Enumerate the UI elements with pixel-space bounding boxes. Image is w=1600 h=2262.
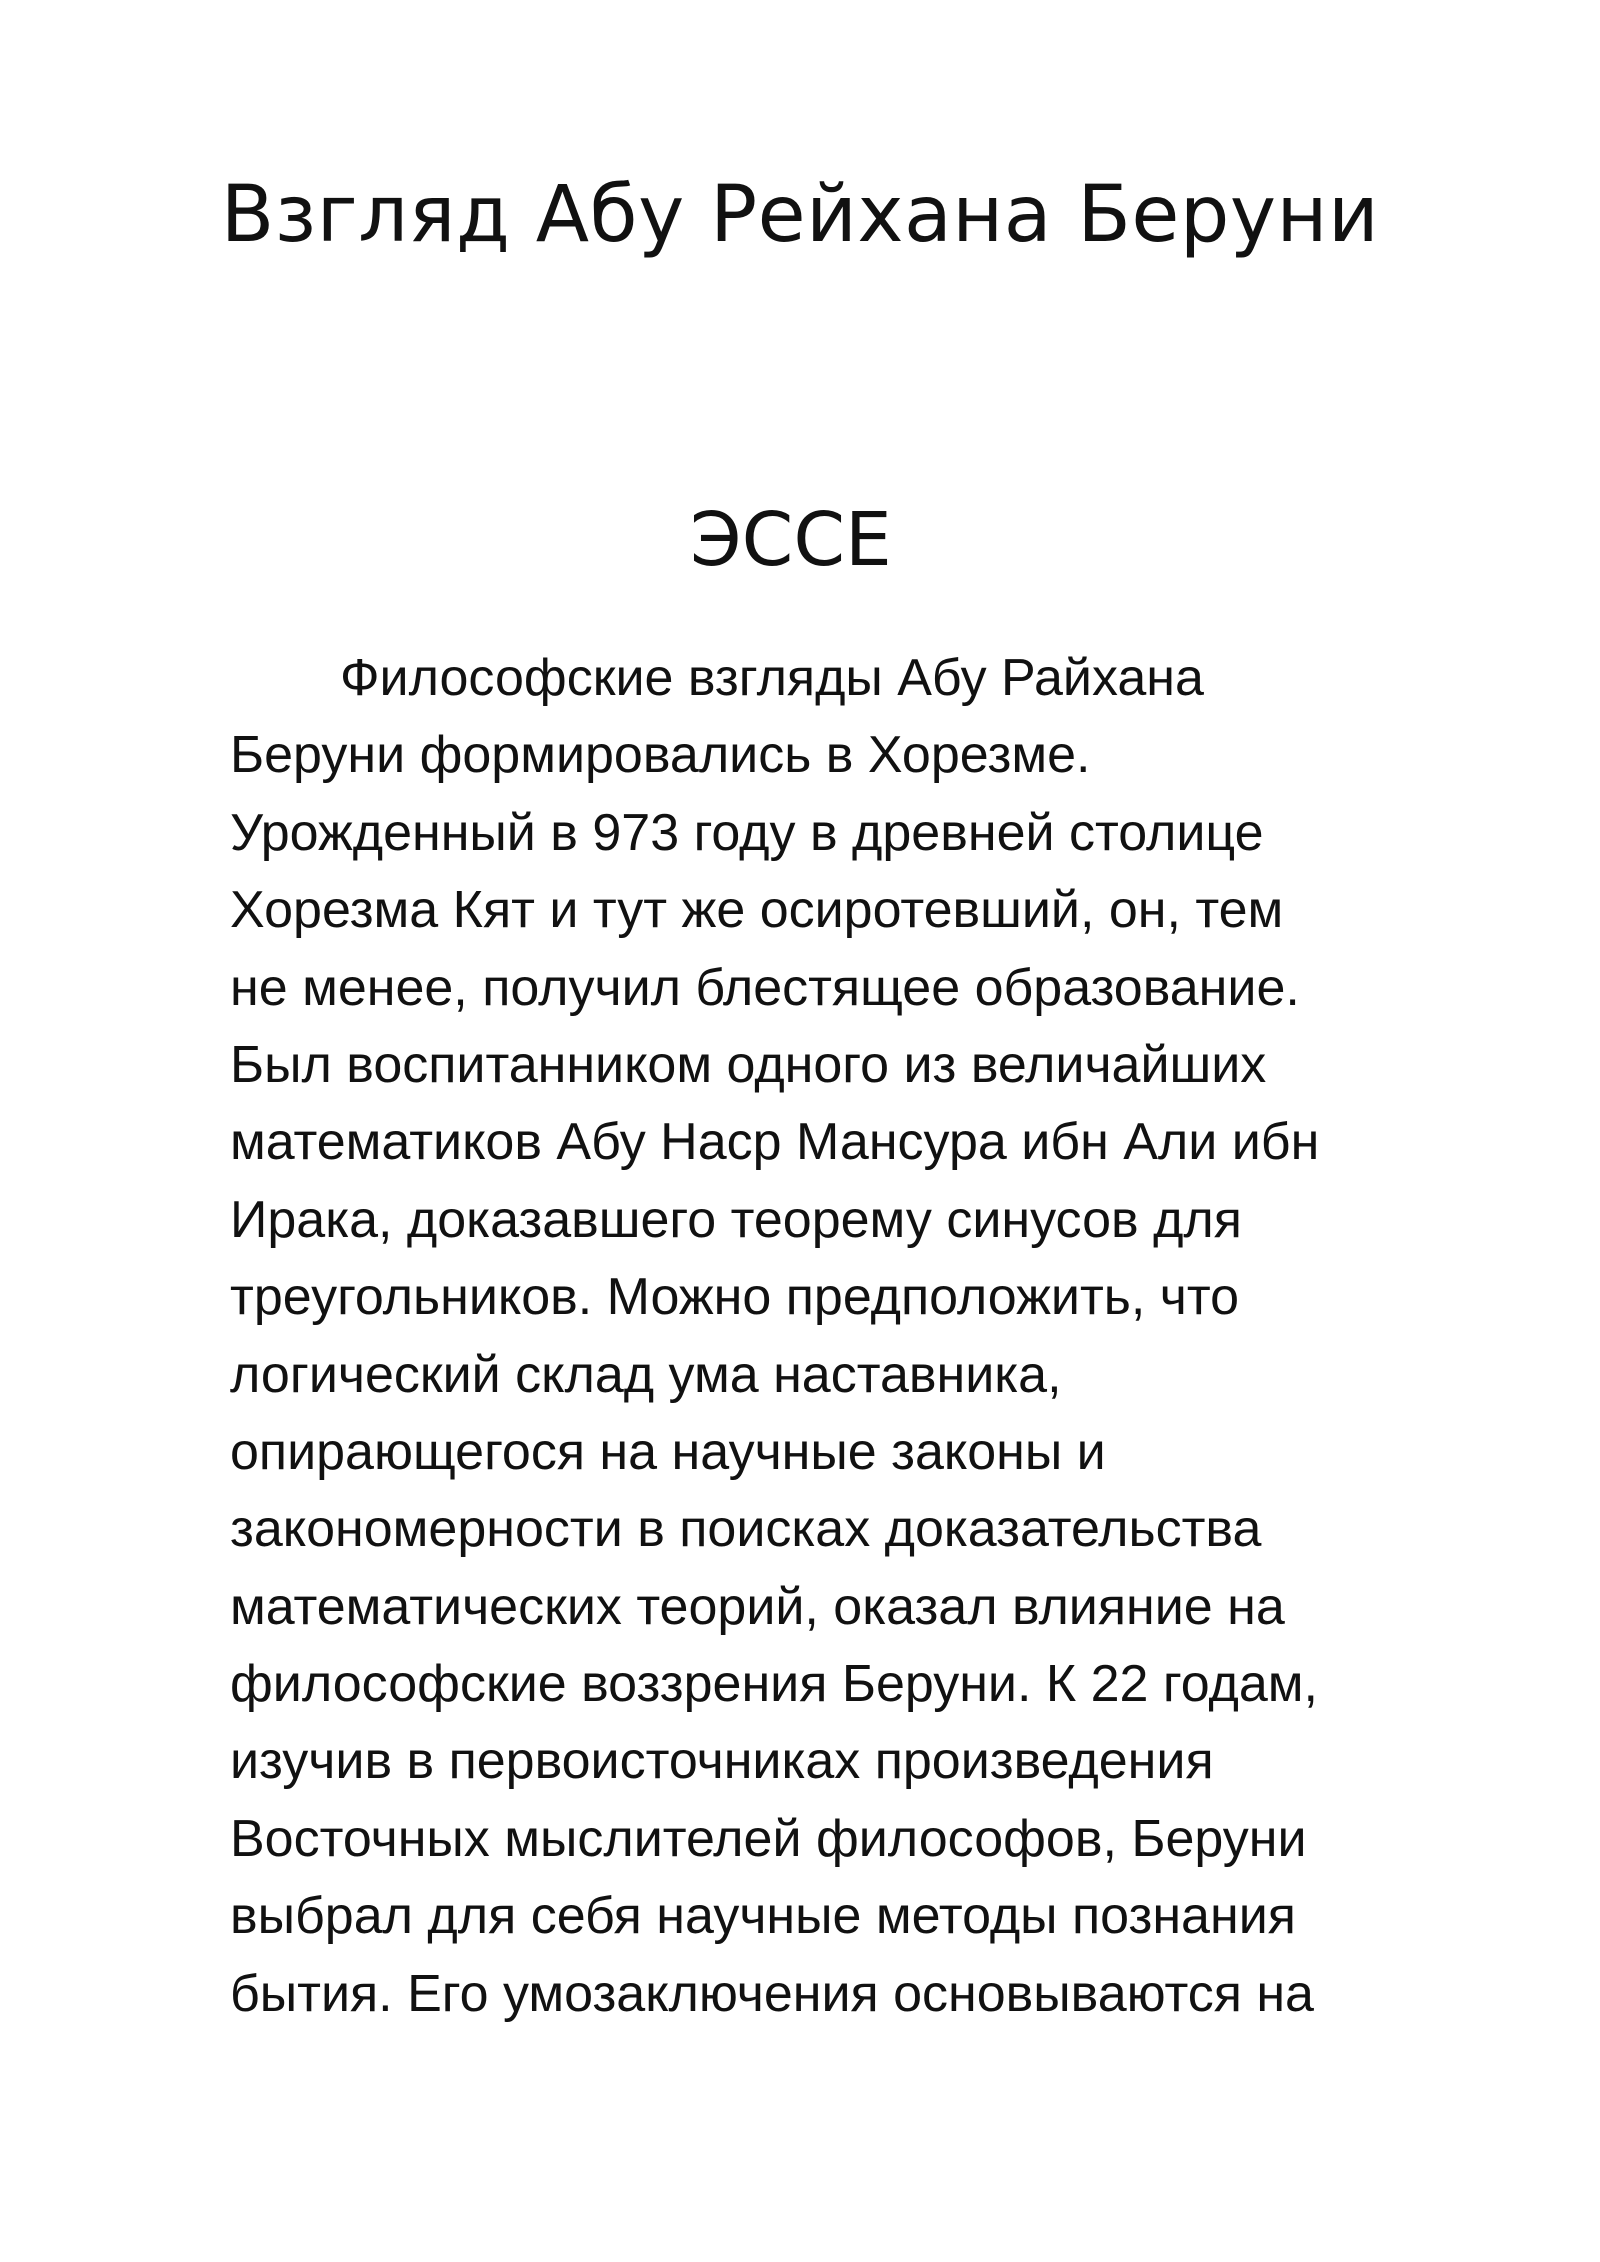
paragraph-line: треугольников. Можно предположить, что: [230, 1268, 1240, 1327]
paragraph-line: философские воззрения Беруни. К 22 годам,: [230, 1655, 1318, 1714]
paragraph-line: Урожденный в 973 году в древней столице: [230, 803, 1264, 862]
paragraph-line: закономерности в поисках доказательства: [230, 1500, 1262, 1559]
paragraph-line: изучив в первоисточниках произведения: [230, 1732, 1214, 1791]
essay-paragraph: [230, 640, 1500, 2033]
paragraph-line: Восточных мыслителей философов, Беруни: [230, 1809, 1307, 1868]
paragraph-line: бытия. Его умозаключения основываются на: [230, 1964, 1314, 2023]
paragraph-line: выбрал для себя научные методы познания: [230, 1887, 1296, 1946]
paragraph-line: Ирака, доказавшего теорему синусов для: [230, 1190, 1242, 1249]
document-title: Взгляд Абу Рейхана Беруни: [220, 170, 1380, 260]
paragraph-line: Был воспитанником одного из величайших: [230, 1035, 1267, 1094]
paragraph-line: Хорезма Кят и тут же осиротевший, он, тем: [230, 881, 1284, 940]
paragraph-line: не менее, получил блестящее образование.: [230, 958, 1300, 1017]
paragraph-line: опирающегося на научные законы и: [230, 1422, 1106, 1481]
paragraph-line: математиков Абу Наср Мансура ибн Али ибн: [230, 1113, 1320, 1172]
paragraph-line: Беруни формировались в Хорезме.: [230, 726, 1091, 785]
document-subtitle: ЭССЕ: [690, 497, 892, 583]
paragraph-line: Философские взгляды Абу Райхана: [340, 649, 1204, 707]
paragraph-line: математических теорий, оказал влияние на: [230, 1577, 1285, 1636]
paragraph-line: логический склад ума наставника,: [230, 1345, 1062, 1404]
